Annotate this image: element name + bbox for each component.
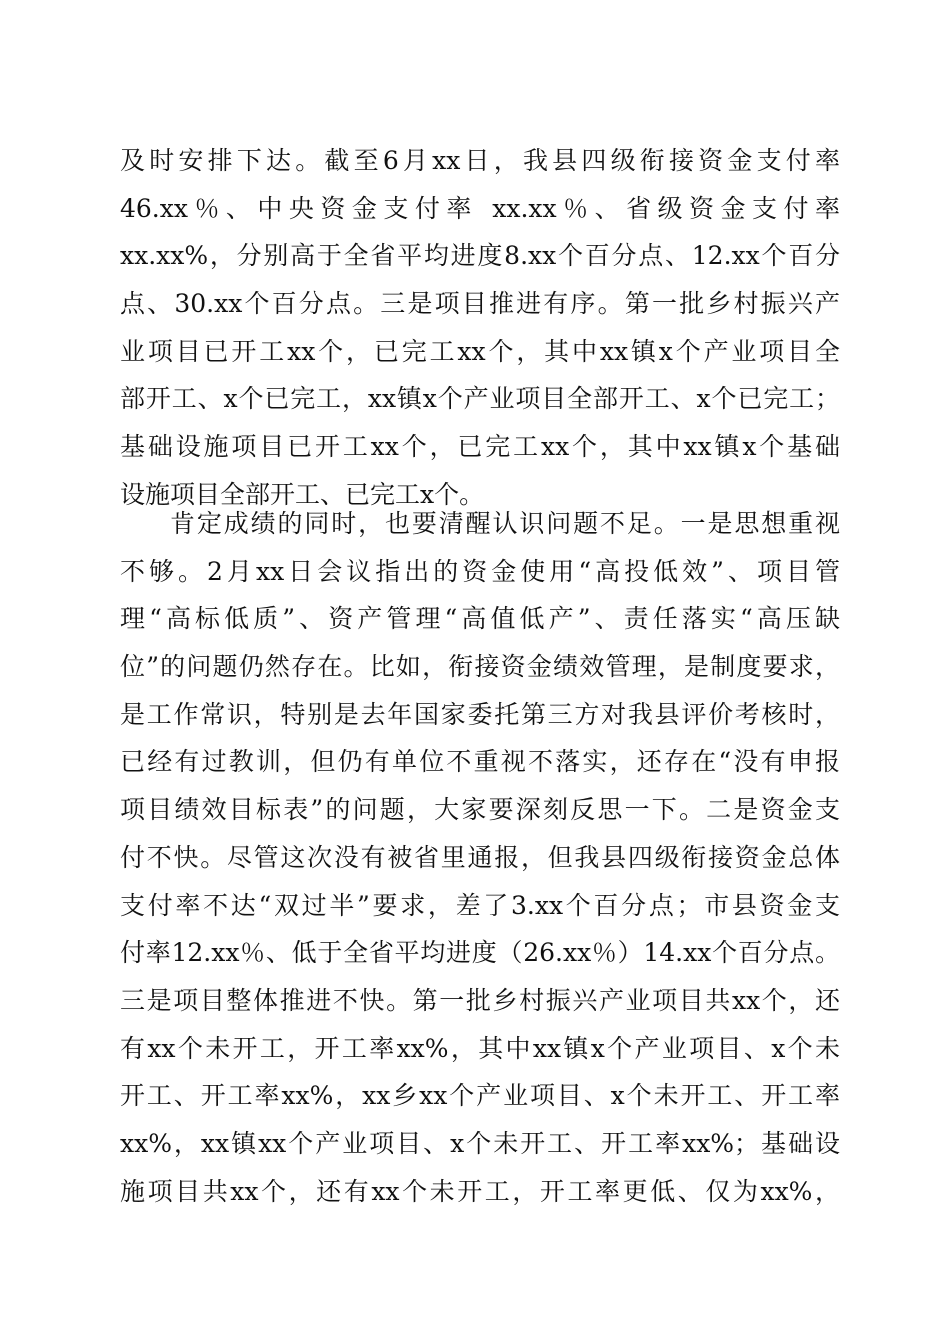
paragraph-line: 设施项目全部开工、已完工x个。 [120, 479, 485, 509]
paragraph-line: 付率12.xx％、低于全省平均进度（26.xx％）14.xx个百分点。 [120, 938, 840, 968]
paragraph-line: 付不快。尽管这次没有被省里通报，但我县四级衔接资金总体 [120, 842, 840, 872]
paragraph-line: 开工、开工率xx%，xx乡xx个产业项目、x个未开工、开工率 [120, 1081, 840, 1111]
paragraph-achievements [120, 137, 840, 519]
paragraph-line: 不够。2月xx日会议指出的资金使用“高投低效”、项目管 [120, 556, 840, 586]
paragraph-line: 点、30.xx个百分点。三是项目推进有序。第一批乡村振兴产 [120, 289, 840, 319]
paragraph-line: 部开工、x个已完工，xx镇x个产业项目全部开工、x个已完工； [120, 384, 840, 414]
paragraph-line: 肯定成绩的同时，也要清醒认识问题不足。一是思想重视 [170, 509, 840, 538]
paragraph-line: 施项目共xx个，还有xx个未开工，开工率更低、仅为xx%， [120, 1176, 840, 1206]
paragraph-line: 支付率不达“双过半”要求，差了3.xx个百分点；市县资金支 [120, 890, 840, 920]
paragraph-line: 业项目已开工xx个，已完工xx个，其中xx镇x个产业项目全 [120, 336, 840, 366]
paragraph-line: 已经有过教训，但仍有单位不重视不落实，还存在“没有申报 [120, 747, 840, 777]
paragraph-line: 是工作常识，特别是去年国家委托第三方对我县评价考核时， [120, 699, 840, 729]
paragraph-line: 项目绩效目标表”的问题，大家要深刻反思一下。二是资金支 [120, 795, 840, 825]
paragraph-line: xx%，xx镇xx个产业项目、x个未开工、开工率xx%；基础设 [120, 1128, 840, 1158]
paragraph-line: xx.xx%，分别高于全省平均进度8.xx个百分点、12.xx个百分 [120, 241, 840, 271]
paragraph-problems [120, 500, 840, 1215]
paragraph-line: 有xx个未开工，开工率xx%，其中xx镇x个产业项目、x个未 [120, 1033, 840, 1063]
paragraph-line: 基础设施项目已开工xx个，已完工xx个，其中xx镇x个基础 [120, 432, 840, 462]
paragraph-line: 及时安排下达。截至6月xx日，我县四级衔接资金支付率 [120, 146, 840, 175]
paragraph-line: 三是项目整体推进不快。第一批乡村振兴产业项目共xx个，还 [120, 985, 840, 1015]
paragraph-line: 理“高标低质”、资产管理“高值低产”、责任落实“高压缺 [120, 604, 840, 634]
paragraph-line: 位”的问题仍然存在。比如，衔接资金绩效管理，是制度要求， [120, 652, 840, 682]
paragraph-line: 46.xx％、中央资金支付率 xx.xx％、省级资金支付率 [120, 193, 840, 223]
